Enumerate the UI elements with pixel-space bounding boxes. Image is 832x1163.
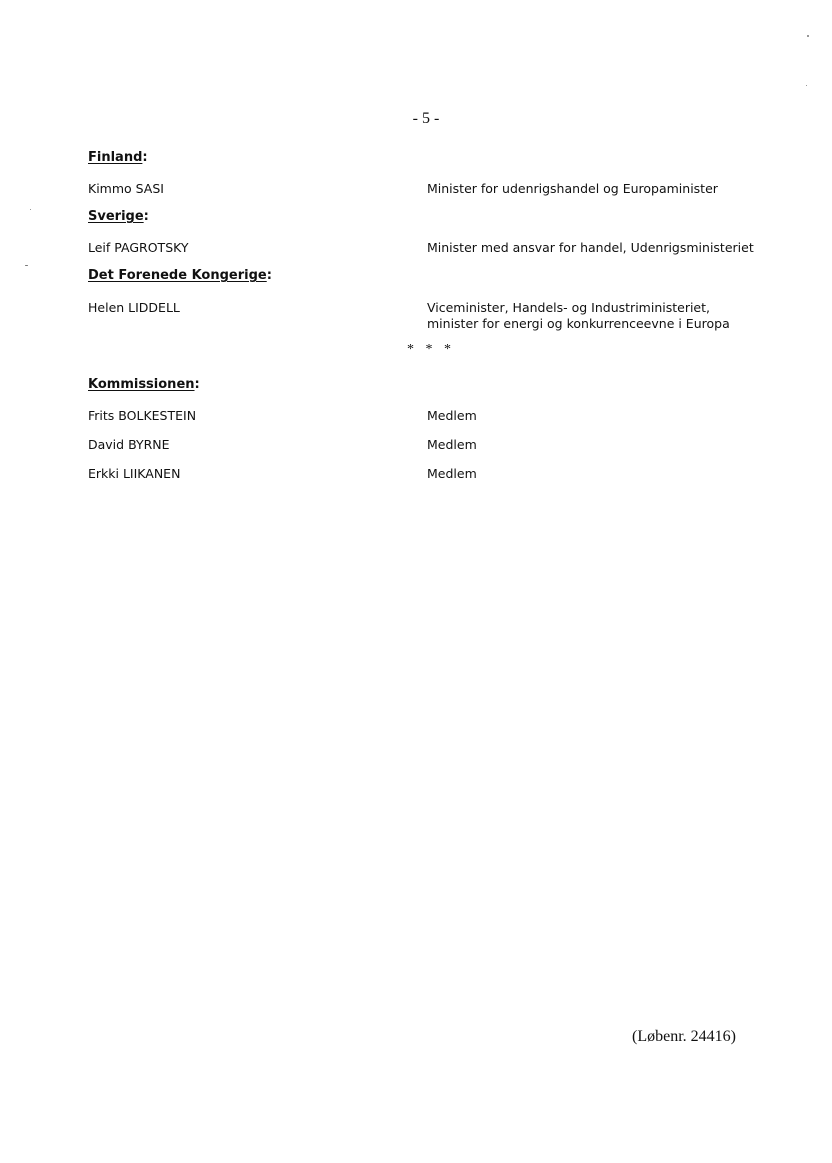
member-name: Erkki LIIKANEN: [88, 466, 181, 481]
section-heading-finland: Finland:: [88, 150, 148, 165]
member-role: [427, 300, 730, 332]
scan-speck: [25, 265, 28, 266]
scan-speck: [807, 35, 809, 37]
member-role: [427, 240, 754, 256]
member-name: Kimmo SASI: [88, 181, 164, 196]
serial-number: (Løbenr. 24416): [632, 1028, 736, 1045]
member-role-line: Minister for udenrigshandel og Europaminister: [427, 181, 718, 196]
section-heading-kommissionen: Kommissionen:: [88, 377, 200, 392]
member-role: Medlem: [427, 466, 477, 481]
section-separator: * * *: [407, 342, 455, 357]
page-number: - 5 -: [412, 110, 440, 127]
section-heading-text: Kommissionen: [88, 377, 195, 392]
section-heading-text: Finland: [88, 150, 143, 165]
scan-speck: [806, 85, 807, 86]
member-name: David BYRNE: [88, 437, 170, 452]
member-role-line: Viceminister, Handels- og Industriministeriet,: [427, 300, 710, 315]
scan-speck: [30, 209, 31, 210]
member-role-line: Minister med ansvar for handel, Udenrigsministeriet: [427, 240, 754, 255]
section-heading-det-forenede-kongerige: Det Forenede Kongerige:: [88, 268, 272, 283]
section-heading-sverige: Sverige:: [88, 209, 149, 224]
member-role: Medlem: [427, 437, 477, 452]
member-name: Leif PAGROTSKY: [88, 240, 189, 255]
member-name: Frits BOLKESTEIN: [88, 408, 197, 423]
member-role: [427, 181, 718, 197]
member-role-line: minister for energi og konkurrenceevne i Europa: [427, 316, 730, 331]
member-role: Medlem: [427, 408, 477, 423]
section-heading-text: Det Forenede Kongerige: [88, 268, 267, 283]
member-name: Helen LIDDELL: [88, 300, 180, 315]
section-heading-text: Sverige: [88, 209, 144, 224]
